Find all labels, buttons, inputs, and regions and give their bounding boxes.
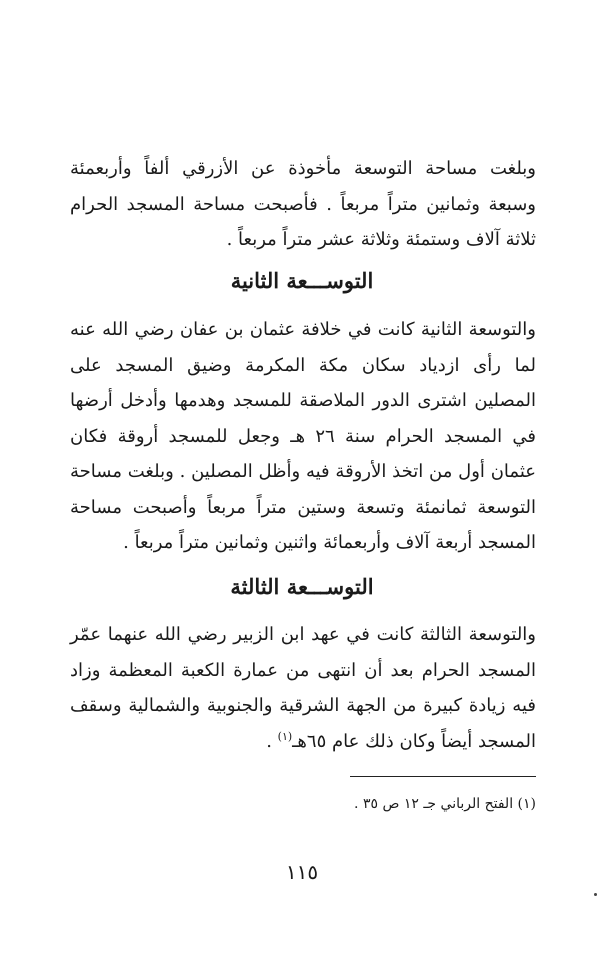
paragraph-text: وبلغت مساحة التوسعة مأخوذة عن الأزرقي ألفاً وأربعمئة وسبعة وثمانين متراً مربعاً . فأصبحت مساحة المسجد الحرام ثلاثة آلاف وستمئة وثلاثة عشر متراً مربعاً . bbox=[70, 158, 536, 250]
footnote-divider bbox=[350, 776, 536, 777]
heading-third-expansion: التوســـعة الثالثة bbox=[230, 574, 374, 599]
paragraph-first-expansion-summary bbox=[70, 151, 536, 258]
paragraph-text: والتوسعة الثالثة كانت في عهد ابن الزبير رضي الله عنهما عمّر المسجد الحرام بعد أن انتهى من عمارة الكعبة المعظمة وزاد فيه زيادة كبيرة من الجهة الشرقية والجنوبية والشمالية وسقف المسجد أيضاً وكان ذلك عام ٦٥هـ bbox=[70, 624, 536, 752]
paragraph-text: والتوسعة الثانية كانت في خلافة عثمان بن عفان رضي الله عنه لما رأى ازدياد سكان مكة المكرمة وضيق المسجد على المصلين اشترى الدور الملاصقة للمسجد وهدمها وأدخل أرضها في المسجد الحرام سنة ٢٦ هـ وجعل للمسجد أروقة فكان عثمان أول من اتخذ الأروقة فيه وأظل المصلين . وبلغت مساحة التوسعة ثمانمئة وتسعة وستين متراً مربعاً وأصبحت مساحة المسجد أربعة آلاف وأربعمائة واثنين وثمانين متراً مربعاً . bbox=[70, 319, 537, 553]
footnote-reference: (١) bbox=[277, 729, 293, 743]
paragraph-second-expansion bbox=[70, 312, 536, 561]
scan-speck bbox=[594, 893, 597, 896]
footnote-text: (١) الفتح الرباني جـ ١٢ ص ٣٥ . bbox=[354, 796, 536, 812]
closing-punctuation: . bbox=[266, 730, 278, 752]
page-number: ١١٥ bbox=[285, 860, 319, 884]
paragraph-text-with-footnote bbox=[70, 617, 536, 759]
paragraph-third-expansion bbox=[70, 617, 536, 759]
heading-second-expansion: التوســـعة الثانية bbox=[230, 268, 374, 293]
